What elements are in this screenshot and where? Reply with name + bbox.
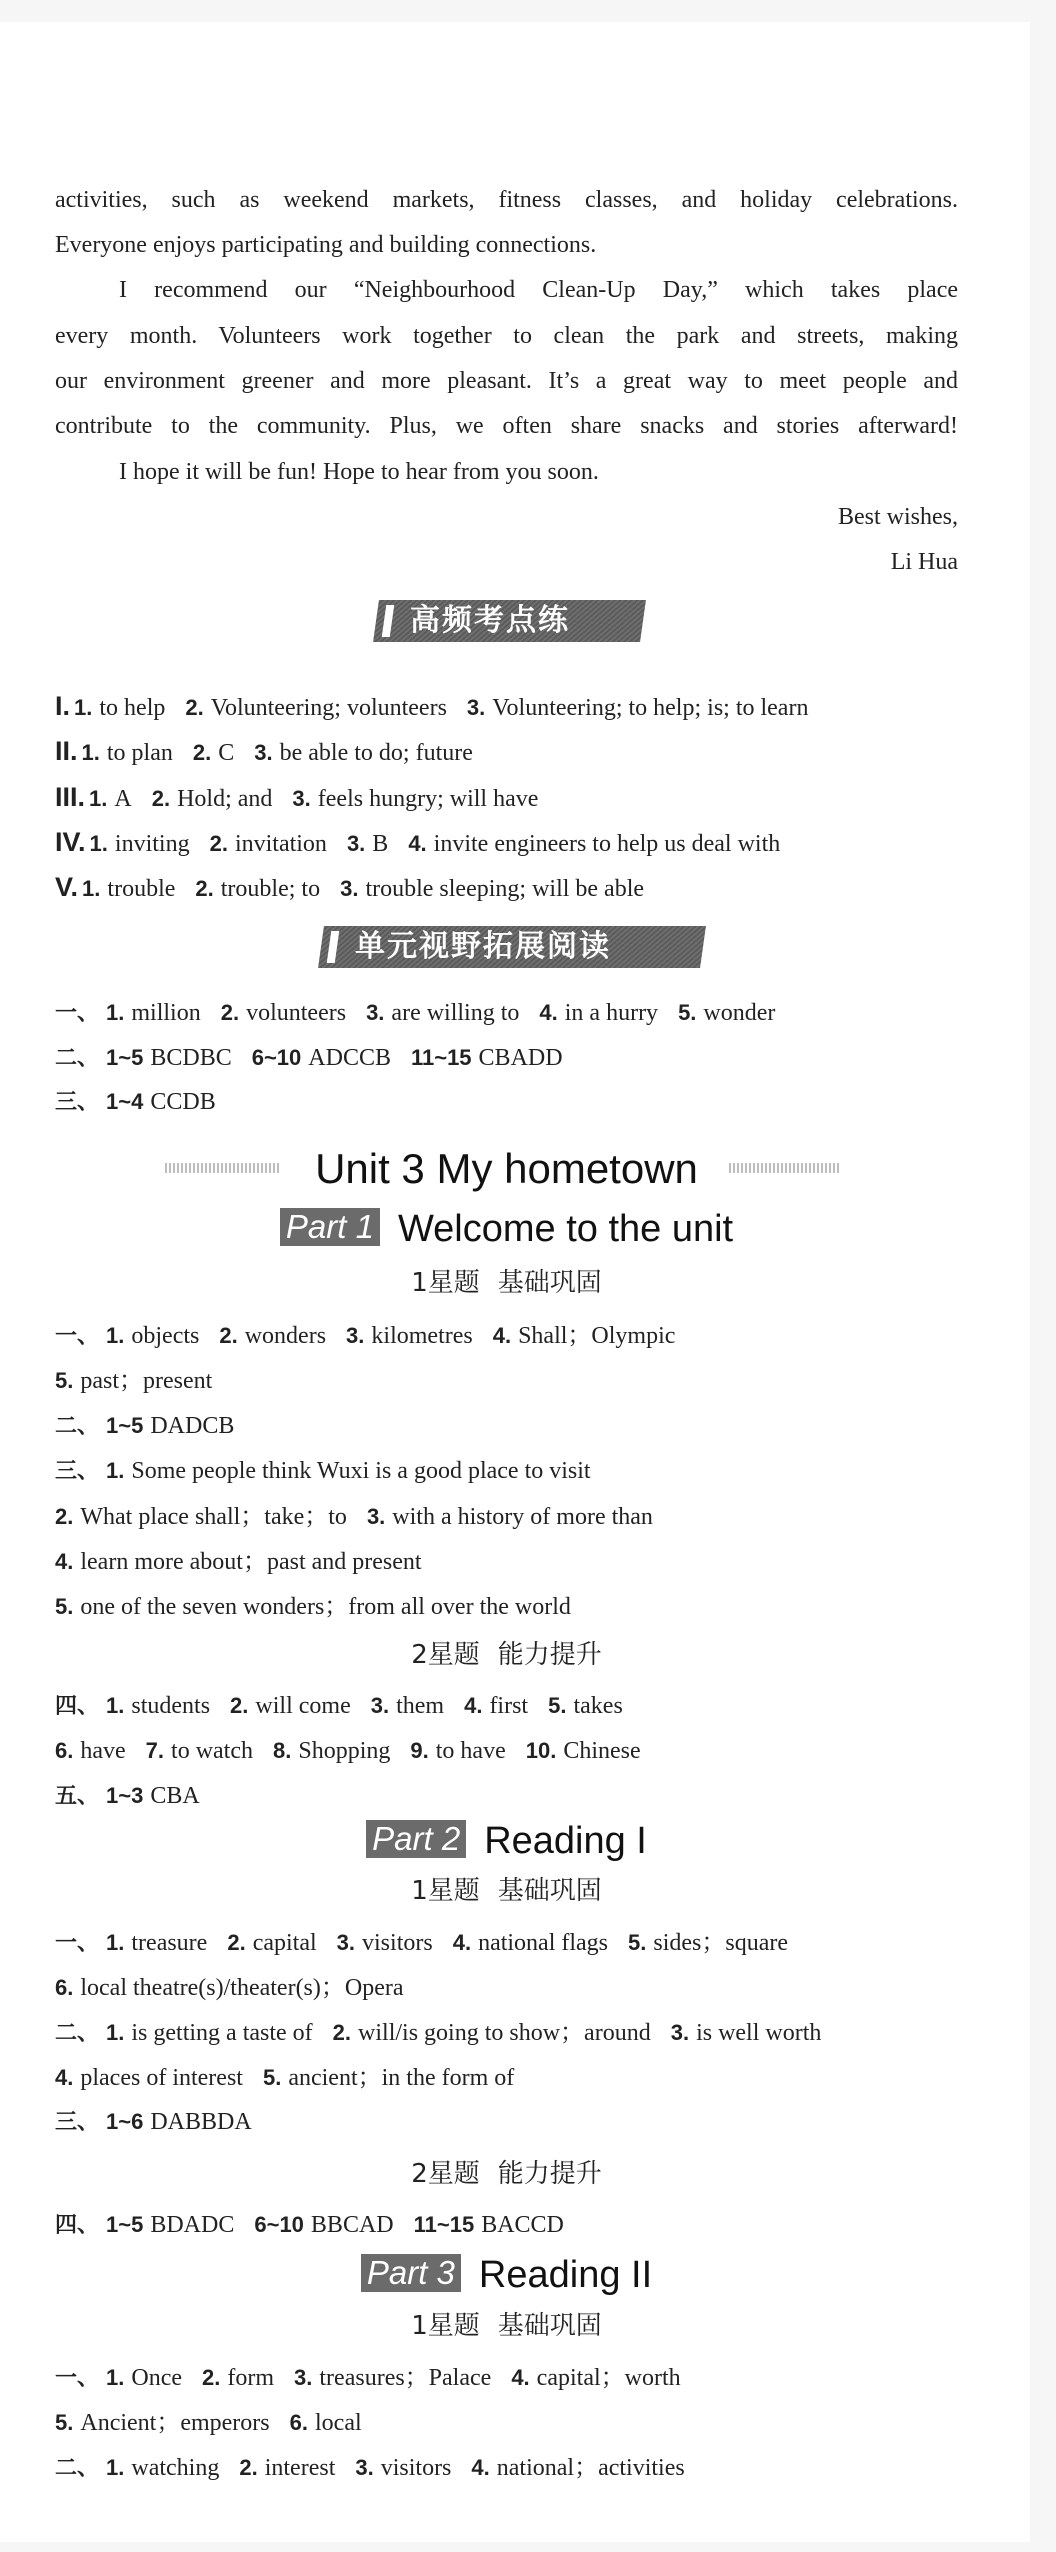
letter-line: Everyone enjoys participating and building connections.: [55, 232, 597, 258]
question-group-label: 二、: [55, 1413, 100, 1438]
answer-text: to plan: [106, 740, 173, 766]
question-number: 4.: [452, 1930, 472, 1955]
answer-text: with a history of more than: [392, 1504, 653, 1530]
answer-text: to have: [435, 1738, 506, 1764]
answer-text: million: [131, 1000, 201, 1026]
answer-text: have: [80, 1738, 126, 1764]
section-type: 基础巩固: [497, 1268, 602, 1298]
answer-text: local: [315, 2410, 362, 2436]
answer-text: places of interest: [80, 2065, 243, 2091]
question-group-label: 三、: [55, 1089, 100, 1114]
answer-text: capital；worth: [536, 2365, 681, 2391]
question-group-label: II.: [55, 736, 78, 766]
difficulty-heading: [55, 2309, 958, 2343]
question-group-label: 一、: [55, 1930, 100, 1955]
question-number: 11~15: [413, 2212, 475, 2237]
question-number: 1.: [89, 831, 108, 856]
question-number: 2.: [332, 2020, 352, 2045]
star-level: 1星题: [411, 2311, 480, 2341]
question-number: 4.: [471, 2455, 490, 2480]
answer-text: A: [114, 786, 132, 812]
question-group-label: 一、: [55, 1323, 100, 1348]
answer-text: BDADC: [150, 2212, 235, 2238]
question-group-label: 五、: [55, 1783, 100, 1808]
answer-text: treasures；Palace: [319, 2365, 492, 2391]
answer-text: Some people think Wuxi is a good place to visit: [131, 1458, 591, 1484]
question-number: 2.: [202, 2365, 221, 2390]
difficulty-heading: [55, 2157, 958, 2191]
answer-line: [55, 1927, 958, 1959]
question-number: 4.: [511, 2365, 530, 2390]
part-title: Reading I: [484, 1820, 647, 1862]
answer-text: BBCAD: [310, 2212, 394, 2238]
answer-line: [55, 2062, 958, 2094]
question-group-label: V.: [55, 872, 79, 902]
section-banner-unit-reading: [318, 926, 706, 968]
answer-text: kilometres: [371, 1323, 473, 1349]
answer-line: [55, 1591, 958, 1623]
answer-text: volunteers: [246, 1000, 347, 1026]
star-level: 2星题: [411, 2159, 480, 2189]
question-number: 3.: [254, 740, 273, 765]
question-number: 3.: [370, 1693, 390, 1718]
answer-text: Volunteering; volunteers: [210, 695, 447, 721]
part-badge: Part 3: [361, 2254, 461, 2292]
answer-text: CBADD: [478, 1045, 563, 1071]
question-group-label: 三、: [55, 1458, 100, 1483]
question-group-label: 四、: [55, 2212, 100, 2237]
answer-text: to help: [99, 695, 166, 721]
answer-text: takes: [573, 1693, 623, 1719]
answer-line: [55, 735, 958, 769]
difficulty-heading: [55, 1266, 958, 1300]
question-group-label: 二、: [55, 2020, 100, 2045]
answer-text: invite engineers to help us deal with: [433, 831, 781, 857]
answer-text: trouble sleeping; will be able: [365, 876, 645, 902]
question-number: 1.: [106, 1693, 125, 1718]
question-number: 2.: [55, 1504, 74, 1529]
answer-text: local theatre(s)/theater(s)；Opera: [80, 1975, 404, 2001]
answer-text: first: [489, 1693, 529, 1719]
question-number: 1.: [106, 2020, 125, 2045]
answer-line: [55, 2209, 958, 2241]
question-number: 4.: [408, 831, 427, 856]
question-number: 4.: [539, 1000, 558, 1025]
answer-text: Once: [131, 2365, 183, 2391]
question-number: 1.: [74, 695, 93, 720]
banner-title: 高频考点练: [410, 603, 570, 638]
question-number: 3.: [366, 1000, 385, 1025]
question-number: 1~6: [106, 2109, 144, 2134]
answer-text: objects: [131, 1323, 200, 1349]
question-number: 6.: [55, 1975, 74, 2000]
question-number: 3.: [340, 876, 359, 901]
answer-text: DADCB: [150, 1413, 235, 1439]
unit-title: Unit 3 My hometown: [315, 1145, 698, 1192]
section-type: 基础巩固: [497, 2311, 602, 2341]
answer-text: one of the seven wonders；from all over the world: [80, 1594, 571, 1620]
answer-text: invitation: [234, 831, 327, 857]
question-group-label: III.: [55, 782, 86, 812]
answer-text: What place shall；take；to: [80, 1504, 347, 1530]
answer-text: is well worth: [696, 2020, 822, 2046]
answer-text: BCDBC: [150, 1045, 232, 1071]
answer-text: them: [396, 1693, 445, 1719]
answer-line: [55, 2106, 958, 2138]
star-level: 2星题: [411, 1640, 480, 1670]
question-number: 3.: [366, 1504, 386, 1529]
answer-text: BACCD: [481, 2212, 564, 2238]
question-number: 11~15: [410, 1045, 472, 1070]
answer-text: Ancient；emperors: [80, 2410, 270, 2436]
question-group-label: IV.: [55, 827, 86, 857]
answer-line: [55, 871, 958, 905]
answer-line: [55, 1086, 958, 1118]
answer-line: [55, 826, 958, 860]
banner-title: 单元视野拓展阅读: [355, 929, 611, 964]
question-number: 1~5: [106, 2212, 144, 2237]
question-number: 2.: [239, 2455, 258, 2480]
letter-signature: Li Hua: [890, 549, 958, 575]
section-banner-high-frequency: [373, 600, 646, 642]
answer-text: Shall；Olympic: [518, 1323, 676, 1349]
question-number: 4.: [55, 1549, 74, 1574]
question-number: 5.: [628, 1930, 647, 1955]
answer-line: [55, 690, 958, 724]
answer-line: [55, 2362, 958, 2394]
question-number: 1.: [106, 1000, 125, 1025]
question-number: 1.: [106, 1323, 125, 1348]
question-number: 4.: [55, 2065, 74, 2090]
question-number: 3.: [336, 1930, 356, 1955]
question-number: 10.: [525, 1738, 557, 1763]
answer-line: [55, 781, 958, 815]
question-number: 1.: [106, 1458, 125, 1483]
question-number: 2.: [209, 831, 228, 856]
answer-text: will/is going to show；around: [358, 2020, 651, 2046]
answer-line: [55, 1042, 958, 1074]
answer-text: B: [372, 831, 389, 857]
letter-closing: Best wishes,: [838, 504, 958, 530]
question-group-label: 三、: [55, 2109, 100, 2134]
answer-key-page: [0, 22, 1030, 2542]
answer-text: form: [227, 2365, 275, 2391]
question-number: 6~10: [254, 2212, 304, 2237]
star-level: 1星题: [411, 1268, 480, 1298]
question-number: 6.: [289, 2410, 308, 2435]
question-number: 1.: [106, 1930, 125, 1955]
answer-text: to watch: [171, 1738, 254, 1764]
answer-text: trouble; to: [220, 876, 321, 902]
part-title: Reading II: [478, 2254, 653, 2296]
question-number: 3.: [346, 831, 366, 856]
section-type: 能力提升: [497, 1640, 602, 1670]
question-number: 1~3: [106, 1783, 144, 1808]
question-number: 1.: [106, 2455, 125, 2480]
title-rule-right: [729, 1163, 841, 1173]
question-group-label: I.: [55, 691, 71, 721]
difficulty-heading: [55, 1638, 958, 1672]
question-number: 1.: [89, 786, 108, 811]
answer-text: wonders: [244, 1323, 327, 1349]
answer-text: trouble: [107, 876, 176, 902]
answer-text: Chinese: [563, 1738, 641, 1764]
answer-text: inviting: [114, 831, 190, 857]
question-number: 1~5: [106, 1045, 144, 1070]
question-group-label: 一、: [55, 1000, 100, 1025]
answer-line: [55, 2017, 958, 2049]
answer-text: wonder: [703, 1000, 776, 1026]
part-badge: Part 2: [366, 1820, 466, 1858]
part-title: Welcome to the unit: [397, 1208, 734, 1250]
question-number: 1~4: [106, 1089, 144, 1114]
answer-text: Hold; and: [177, 786, 273, 812]
answer-line: [55, 1735, 958, 1767]
question-number: 5.: [548, 1693, 567, 1718]
answer-line: [55, 2452, 958, 2484]
question-number: 2.: [185, 695, 204, 720]
question-number: 3.: [355, 2455, 374, 2480]
answer-text: DABBDA: [150, 2109, 252, 2135]
letter-line: I hope it will be fun! Hope to hear from you soon.: [119, 459, 599, 485]
answer-text: capital: [252, 1930, 317, 1956]
answer-text: CCDB: [150, 1089, 216, 1115]
answer-text: C: [218, 740, 235, 766]
answer-line: [55, 1320, 958, 1352]
question-number: 8.: [273, 1738, 292, 1763]
question-number: 2.: [151, 786, 171, 811]
letter-line: every month. Volunteers work together to clean the park and streets, making: [55, 323, 958, 349]
section-type: 基础巩固: [497, 1876, 602, 1906]
answer-text: watching: [131, 2455, 220, 2481]
answer-text: will come: [255, 1693, 351, 1719]
answer-text: national flags: [478, 1930, 609, 1956]
part-badge: Part 1: [280, 1208, 380, 1246]
question-number: 2.: [192, 740, 212, 765]
question-number: 7.: [145, 1738, 165, 1763]
answer-line: [55, 1546, 958, 1578]
answer-line: [55, 1455, 958, 1487]
question-group-label: 二、: [55, 1045, 100, 1070]
answer-text: learn more about；past and present: [80, 1549, 422, 1575]
question-number: 5.: [55, 1368, 74, 1393]
question-number: 4.: [464, 1693, 483, 1718]
answer-text: Shopping: [298, 1738, 391, 1764]
answer-text: ancient；in the form of: [288, 2065, 515, 2091]
question-number: 3.: [294, 2365, 313, 2390]
question-group-label: 一、: [55, 2365, 100, 2390]
question-number: 5.: [678, 1000, 697, 1025]
answer-line: [55, 1690, 958, 1722]
answer-line: [55, 1410, 958, 1442]
star-level: 1星题: [411, 1876, 480, 1906]
question-number: 5.: [55, 2410, 74, 2435]
question-number: 2.: [195, 876, 214, 901]
answer-line: [55, 1972, 958, 2004]
answer-text: students: [131, 1693, 211, 1719]
answer-text: Volunteering; to help; is; to learn: [492, 695, 809, 721]
letter-line: activities, such as weekend markets, fitness classes, and holiday celebrations.: [55, 187, 958, 213]
question-number: 5.: [262, 2065, 282, 2090]
question-group-label: 四、: [55, 1693, 100, 1718]
letter-line: I recommend our “Neighbourhood Clean-Up Day,” which takes place: [119, 277, 958, 303]
question-number: 5.: [55, 1594, 74, 1619]
answer-text: interest: [264, 2455, 336, 2481]
question-number: 6~10: [251, 1045, 302, 1070]
difficulty-heading: [55, 1874, 958, 1908]
answer-text: is getting a taste of: [131, 2020, 313, 2046]
answer-line: [55, 1780, 958, 1812]
section-type: 能力提升: [497, 2159, 602, 2189]
part-heading: [55, 1206, 958, 1252]
question-number: 9.: [410, 1738, 429, 1763]
letter-line: contribute to the community. Plus, we often share snacks and stories afterward!: [55, 413, 958, 439]
answer-text: visitors: [362, 1930, 433, 1956]
answer-text: national；activities: [496, 2455, 685, 2481]
question-number: 1.: [106, 2365, 125, 2390]
question-number: 2.: [220, 1000, 240, 1025]
answer-text: past；present: [80, 1368, 213, 1394]
question-number: 3.: [292, 786, 311, 811]
answer-text: CBA: [150, 1783, 200, 1809]
answer-text: treasure: [131, 1930, 208, 1956]
question-number: 2.: [227, 1930, 246, 1955]
question-number: 4.: [492, 1323, 512, 1348]
answer-line: [55, 1365, 958, 1397]
answer-text: sides；square: [653, 1930, 789, 1956]
question-number: 2.: [230, 1693, 249, 1718]
answer-text: feels hungry; will have: [317, 786, 539, 812]
answer-text: ADCCB: [308, 1045, 391, 1071]
answer-line: [55, 997, 958, 1029]
question-number: 1.: [81, 740, 100, 765]
answer-line: [55, 1501, 958, 1533]
question-group-label: 二、: [55, 2455, 100, 2480]
part-heading: [55, 1818, 958, 1864]
question-number: 1.: [82, 876, 101, 901]
question-number: 1~5: [106, 1413, 144, 1438]
question-number: 3.: [670, 2020, 690, 2045]
answer-text: in a hurry: [564, 1000, 659, 1026]
question-number: 2.: [219, 1323, 238, 1348]
answer-text: visitors: [380, 2455, 452, 2481]
question-number: 3.: [346, 1323, 365, 1348]
answer-text: are willing to: [391, 1000, 520, 1026]
answer-text: be able to do; future: [279, 740, 473, 766]
answer-line: [55, 2407, 958, 2439]
part-heading: [55, 2252, 958, 2298]
question-number: 3.: [466, 695, 486, 720]
letter-line: our environment greener and more pleasant. It’s a great way to meet people and: [55, 368, 958, 394]
question-number: 6.: [55, 1738, 74, 1763]
